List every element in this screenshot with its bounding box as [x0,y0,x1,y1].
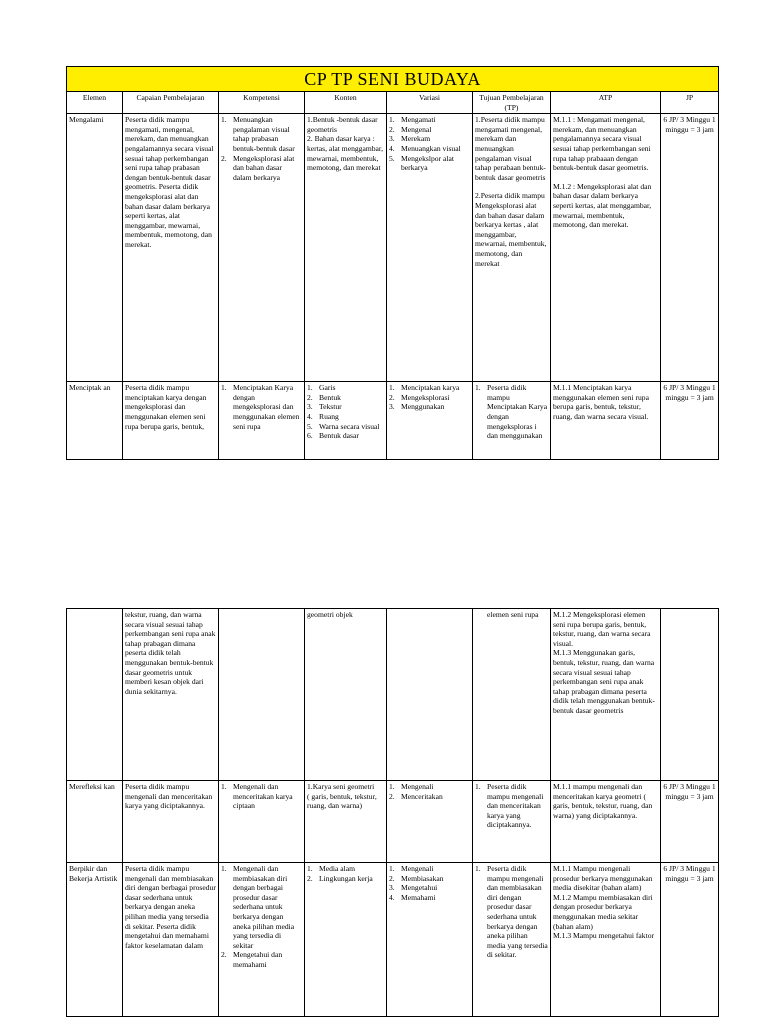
list-item: 1. Mengenali [389,864,434,873]
list-item: 2. Menceritakan [389,791,443,801]
table-row [67,114,719,382]
cell-variasi [387,781,473,863]
cell-tujuan: elemen seni rupa [473,609,551,781]
cell-elemen: Berpikir dan Bekerja Artistik [67,863,123,1017]
list-item: 6. Bentuk dasar [307,431,359,441]
list-item: 3. Menggunakan [389,402,445,412]
list-item: 1. Media alam [307,864,356,873]
header-kompetensi: Kompetensi [219,92,305,114]
atp-paragraph: M.1.3 Menggunakan garis, bentuk, tekstur, ruang, dan warna secara visual sesuai tahap perkembangan seni rupa anak tahap prabagan dimana peserta didik telah menggunakan bentuk-bentuk dasar geometris [553,648,655,715]
cell-atp [551,609,661,781]
cell-kompetensi [219,114,305,382]
list-item: 1. Menuangkan pengalaman visual tahap prabasan bentuk-bentuk dasar [221,115,295,153]
cell-variasi [387,382,473,460]
cell-atp: M.1.1 mampu mengenali dan menceritakan karya geometri ( garis, bentuk, tekstur, ruang, dan warna) yang diciptakannya. [551,781,661,863]
list-item: 1. Mengenali [389,782,434,791]
cell-tujuan [473,863,551,1017]
cell-atp: M.1.1 Menciptakan karya menggunakan elemen seni rupa berupa garis, bentuk, tekstur, ruang, dan warna secara visual. [551,382,661,460]
cell-tujuan [473,382,551,460]
list-item: 1. Mengenali dan membiasakan diri dengan berbagai prosedur dasar sederhana untuk berkarya dengan aneka pilihan media yang tersedia di sekitar [221,864,295,950]
cell-atp [551,114,661,382]
list-item: 3. Merekam [389,134,431,144]
cell-capaian: Peserta didik mampu mengenali dan membiasakan diri dengan berbagai prosedur dasar sederhana untuk berkarya dengan aneka pilihan media yang tersedia di sekitar. Peserta didik mengetahui dan memahami faktor keselamatan dalam [123,863,219,1017]
list-item: 2. Mengeksplorasi alat dan bahan dasar dalam berkarya [221,153,295,182]
list-item: 4. Ruang [307,411,339,421]
cell-tujuan [473,781,551,863]
list-item: 1. Mengenali dan menceritakan karya ciptaan [221,782,293,811]
atp-paragraph: M.1.2 Mampu membiasakan diri dengan prosedur berkarya menggunakan media sekitar (bahan alam) [553,892,653,931]
cell-konten: 1.Bentuk -bentuk dasar geometris 2. Bahan dasar karya : kertas, alat menggambar, mewarnai, membentuk, memotong, dan merekat [305,114,387,382]
cell-capaian: tekstur, ruang, dan warna secara visual sesuai tahap perkembangan seni rupa anak tahap prabagan dimana peserta didik telah menggunakan bentuk-bentuk dasar geometris untuk memberi kesan objek dari dunia sekitarnya. [123,609,219,781]
cell-konten: 1.Karya seni geometri ( garis, bentuk, tekstur, ruang, dan warna) [305,781,387,863]
cell-kompetensi [219,609,305,781]
header-konten: Konten [305,92,387,114]
cell-capaian: Peserta didik mampu mengamati, mengenal, merekam, dan menuangkan pengalamannya secara visual sesuai tahap perkembangan seni rupa tahap prabasan dengan bentuk-bentuk dasar geometris. Peserta didik mengeksplorasi alat dan bahan dasar dalam berkarya seperti kertas, alat menggambar, mewarnai, membentuk, memotong, dan merekat. [123,114,219,382]
list-item: 2. Bentuk [307,392,341,402]
cell-jp [661,609,719,781]
list-item: 2. Lingkungan kerja [307,873,373,883]
cell-jp: 6 JP/ 3 Minggu 1 minggu = 3 jam [661,382,719,460]
header-row [67,92,719,114]
list-item: 2. Mengenal [389,124,432,134]
list-item: 2. Membiasakan [389,873,444,883]
list-item: 1. Peserta didik mampu mengenali dan membiasakan diri dengan prosedur dasar sederhana untuk berkarya dengan aneka pilihan media yang tersedia di sekitar. [475,864,548,960]
header-capaian: Capaian Pembelajaran [123,92,219,114]
list-item: 4. Memahami [389,892,436,902]
list-item: 5. Warna secara visual [307,421,380,431]
cell-variasi [387,609,473,781]
cell-jp: 6 JP/ 3 Minggu 1 minggu = 3 jam [661,781,719,863]
cell-tujuan [473,114,551,382]
atp-paragraph: M.1.1 : Mengamati mengenal, merekam, dan menuangkan pengalamannya secara visual sesuai tahap perkembangan seni rupa tahap prabaaan dengan bentuk-bentuk dasar geometris. [553,115,651,173]
cell-kompetensi [219,863,305,1017]
table-row [67,781,719,863]
atp-paragraph: M.1.2 Mengeksplorasi elemen seni rupa berupa garis, bentuk, tekstur, ruang, dan warna secara visual. [553,610,651,648]
table-row [67,382,719,460]
header-tujuan: Tujuan Pembelajaran (TP) [473,92,551,114]
page-title: CP TP SENI BUDAYA [67,67,719,92]
cell-elemen: Mengalami [67,114,123,382]
table-row [67,609,719,781]
cell-jp: 6 JP/ 3 Minggu 1 minggu = 3 jam [661,863,719,1017]
cell-kompetensi [219,382,305,460]
cell-elemen: Menciptak an [67,382,123,460]
list-item: 2. Mengeksplorasi [389,392,450,402]
header-variasi: Variasi [387,92,473,114]
atp-paragraph: M.1.3 Mampu mengetahui faktor [553,931,655,941]
atp-paragraph: M.1.1 Mampu mengenali prosedur berkarya menggunakan media disekitar (bahan alam) [553,864,653,893]
cell-variasi [387,114,473,382]
list-item: 5. Mengekslpor alat berkarya [389,153,454,173]
list-item: 1. Mengamati [389,115,436,125]
atp-paragraph: M.1.2 : Mengeksplorasi alat dan bahan dasar dalam berkarya seperti kertas, alat menggambar, mewarnai, membentuk, memotong, dan merekat. [553,181,652,230]
list-item: 4. Menuangkan visual [389,143,461,153]
list-item: 3. Tekstur [307,402,342,412]
cell-konten [305,863,387,1017]
cell-capaian: Peserta didik mampu menciptakan karya dengan mengeksplorasi dan menggunakan elemen seni rupa berupa garis, bentuk, [123,382,219,460]
cp-tp-table-part-2 [66,608,719,1017]
list-item: 1. Garis [307,383,336,393]
tujuan-paragraph: 2.Peserta didik mampu Mengeksplorasi alat dan bahan dasar dalam berkarya kertas , alat menggambar, mewarnai, membentuk, memotong, dan merekat [475,191,547,268]
cp-tp-table-part-1 [66,66,719,460]
cell-elemen [67,609,123,781]
table-row [67,863,719,1017]
cell-konten: geometri objek [305,609,387,781]
list-item: 1. Peserta didik mampu mengenali dan menceritakan karya yang diciptakannya. [475,782,544,830]
list-item: 1. Menciptakan Karya dengan mengeksplorasi dan menggunakan elemen seni rupa [221,383,300,431]
cell-elemen: Merefleksi kan [67,781,123,863]
cell-konten [305,382,387,460]
list-item: 1. Peserta didik mampu Menciptakan Karya dengan mengeksploras i dan menggunakan [475,383,548,441]
header-elemen: Elemen [67,92,123,114]
list-item: 1. Menciptakan karya [389,383,460,393]
cell-atp [551,863,661,1017]
tujuan-paragraph: 1.Peserta didik mampu mengamati mengenal, merekam dan menuangkan pengalaman visual tahap perabaan bentuk-bentuk dasar geometris [475,115,546,182]
cell-kompetensi [219,781,305,863]
header-atp: ATP [551,92,661,114]
cell-capaian: Peserta didik mampu mengenali dan menceritakan karya yang diciptakannya. [123,781,219,863]
list-item: 3. Mengetahui [389,883,438,893]
cell-jp: 6 JP/ 3 Minggu 1 minggu = 3 jam [661,114,719,382]
header-jp: JP [661,92,719,114]
list-item: 2. Mengetahui dan memahami [221,950,283,969]
cell-variasi [387,863,473,1017]
